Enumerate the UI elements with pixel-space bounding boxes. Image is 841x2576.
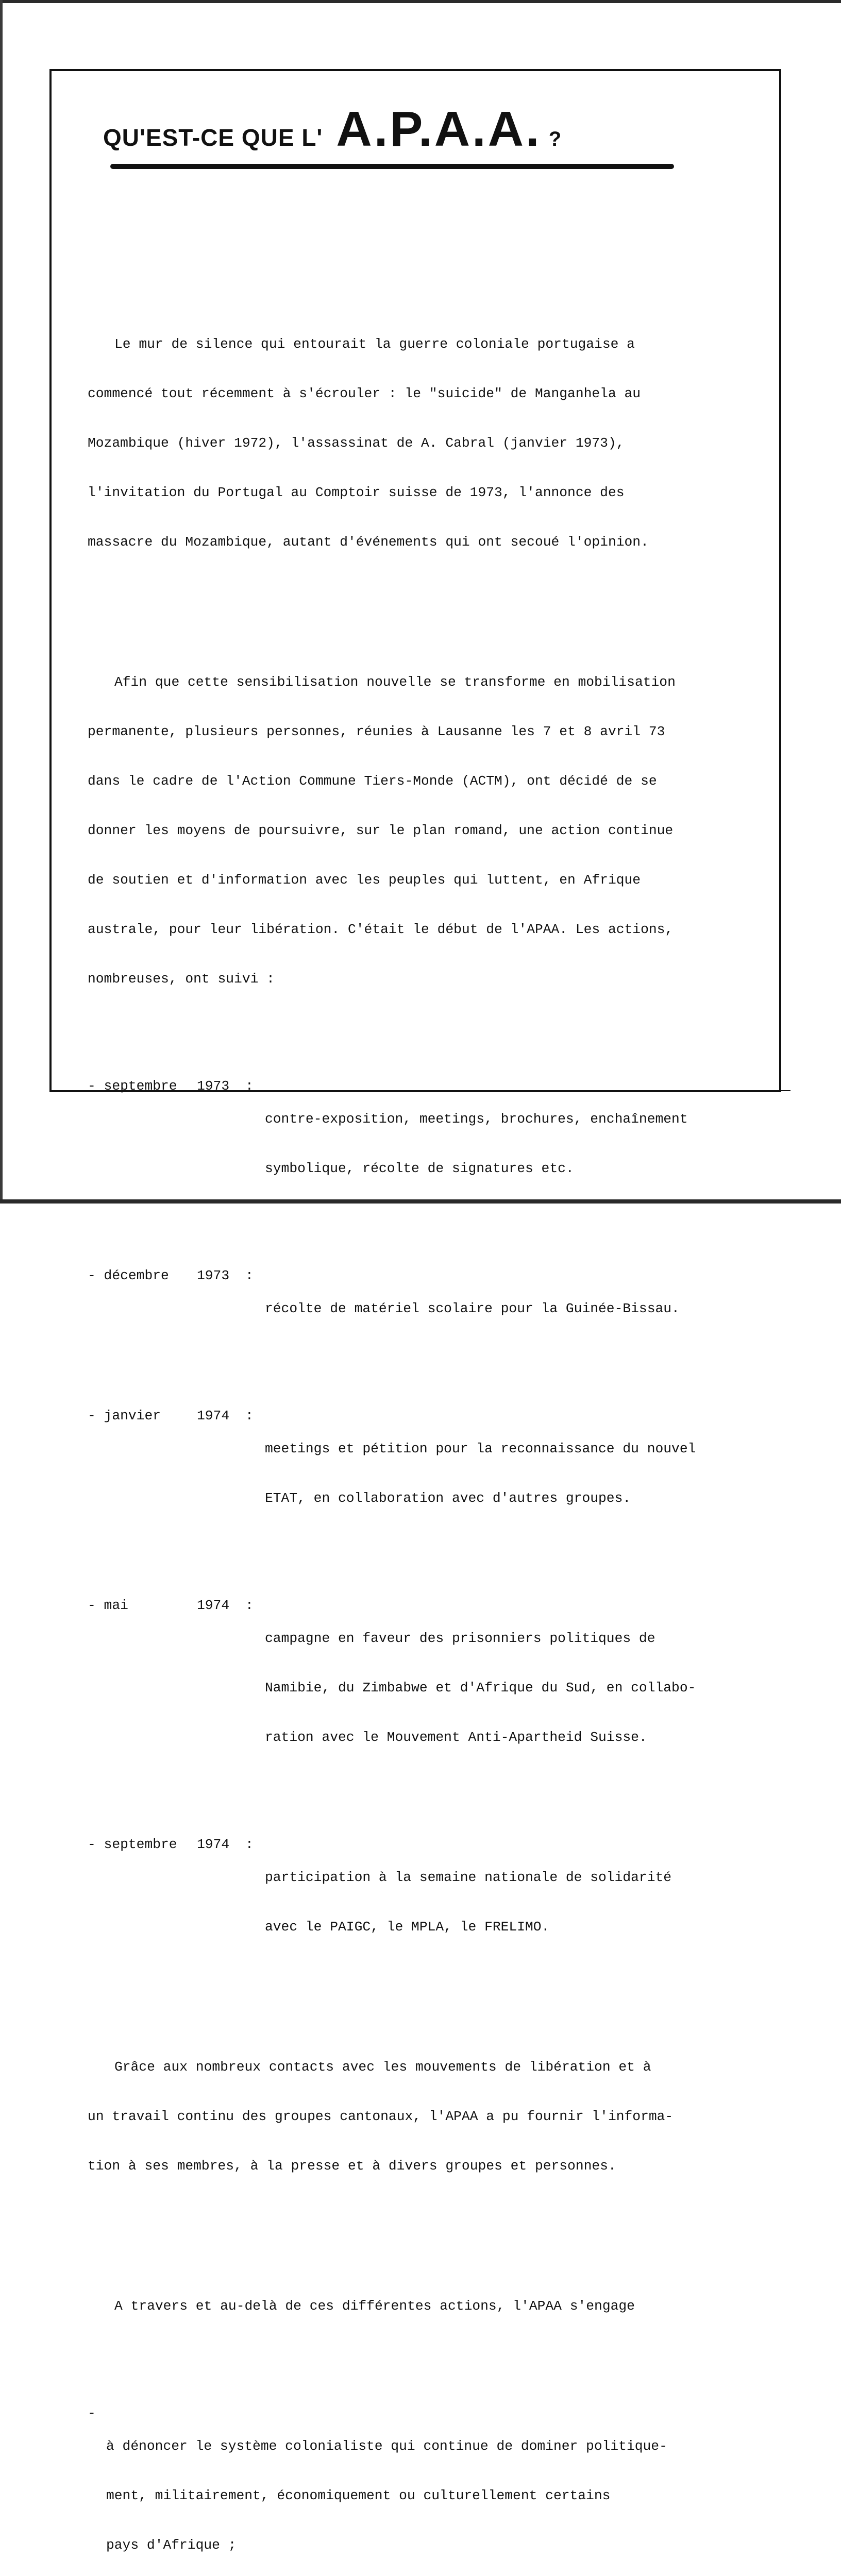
event-year: 1973 [197,1078,230,1094]
event-item [88,1408,758,1539]
commitment-item [88,2405,758,2576]
event-item [88,1836,758,1968]
title-question-mark: ? [548,128,562,150]
event-month: - mai [88,1598,128,1613]
event-month: - janvier [88,1408,161,1423]
event-description [265,1078,758,1210]
text-line: commencé tout récemment à s'écrouler : le "suicide" de Manganhela au [88,386,641,401]
text-line: dans le cadre de l'Action Commune Tiers-Monde (ACTM), ont décidé de se [88,773,657,789]
event-description [265,1267,758,1350]
event-separator: : [245,1268,254,1283]
page-edge-top [0,0,841,3]
page-edge-left [0,0,3,1204]
page-title [103,101,721,158]
event-month: - décembre [88,1268,169,1283]
text-line: tion à ses membres, à la presse et à divers groupes et personnes. [88,2158,616,2174]
event-month: - septembre [88,1078,177,1094]
event-separator: : [245,1837,254,1852]
paragraph-contacts [88,2026,758,2207]
text-line: participation à la semaine nationale de solidarité [265,1870,672,1885]
event-year: 1974 [197,1408,230,1423]
text-line: ETAT, en collaboration avec d'autres groupes. [265,1490,631,1506]
text-line: pays d'Afrique ; [106,2537,237,2553]
event-separator: : [245,1408,254,1423]
commitment-text [106,2405,758,2576]
text-line: nombreuses, ont suivi : [88,971,275,987]
event-year: 1974 [197,1837,230,1852]
text-line: australe, pour leur libération. C'était le début de l'APAA. Les actions, [88,922,674,937]
event-year: 1973 [197,1268,230,1283]
text-line: de soutien et d'information avec les peuples qui luttent, en Afrique [88,872,641,888]
bullet-dash: - [88,2405,96,2421]
text-line: donner les moyens de poursuivre, sur le plan romand, une action continue [88,823,674,838]
text-line: Le mur de silence qui entourait la guerre coloniale portugaise a [114,336,635,352]
text-line: massacre du Mozambique, autant d'événements qui ont secoué l'opinion. [88,534,649,550]
event-separator: : [245,1598,254,1613]
text-line: Afin que cette sensibilisation nouvelle se transforme en mobilisation [114,674,676,690]
title-part1: QU'EST-CE QUE L' [103,124,323,151]
paragraph-commitment-intro [88,2265,758,2347]
paragraph-intro [88,303,758,583]
event-year: 1974 [197,1598,230,1613]
text-line: à dénoncer le système colonialiste qui continue de dominer politique- [106,2438,667,2454]
title-underline [110,164,674,169]
text-line: campagne en faveur des prisonniers politiques de [265,1631,655,1646]
event-item [88,1597,758,1778]
text-line: ration avec le Mouvement Anti-Apartheid Suisse. [265,1730,647,1745]
event-month: - septembre [88,1837,177,1852]
text-line: Grâce aux nombreux contacts avec les mouvements de libération et à [114,2059,651,2075]
event-item [88,1267,758,1350]
text-line: l'invitation du Portugal au Comptoir suisse de 1973, l'annonce des [88,485,625,500]
text-line: Mozambique (hiver 1972), l'assassinat de A. Cabral (janvier 1973), [88,435,625,451]
event-description [265,1597,758,1778]
text-line: contre-exposition, meetings, brochures, enchaînement [265,1111,688,1127]
text-line: un travail continu des groupes cantonaux, l'APAA a pu fournir l'informa- [88,2109,674,2124]
document-body [88,253,758,2576]
event-separator: : [245,1078,254,1094]
text-line: permanente, plusieurs personnes, réunies à Lausanne les 7 et 8 avril 73 [88,724,665,739]
title-acronym: A.P.A.A. [336,101,542,157]
event-item [88,1078,758,1210]
text-line: récolte de matériel scolaire pour la Guinée-Bissau. [265,1301,680,1316]
frame-tick [781,1090,790,1091]
text-line: meetings et pétition pour la reconnaissance du nouvel [265,1441,696,1456]
event-description [265,1836,758,1968]
event-description [265,1408,758,1539]
text-line: symbolique, récolte de signatures etc. [265,1161,574,1176]
text-line: Namibie, du Zimbabwe et d'Afrique du Sud, en collabo- [265,1680,696,1696]
text-line: ment, militairement, économiquement ou culturellement certains [106,2488,611,2503]
text-line: A travers et au-delà de ces différentes actions, l'APAA s'engage [114,2298,635,2314]
paragraph-founding [88,641,758,1020]
text-line: avec le PAIGC, le MPLA, le FRELIMO. [265,1919,550,1935]
